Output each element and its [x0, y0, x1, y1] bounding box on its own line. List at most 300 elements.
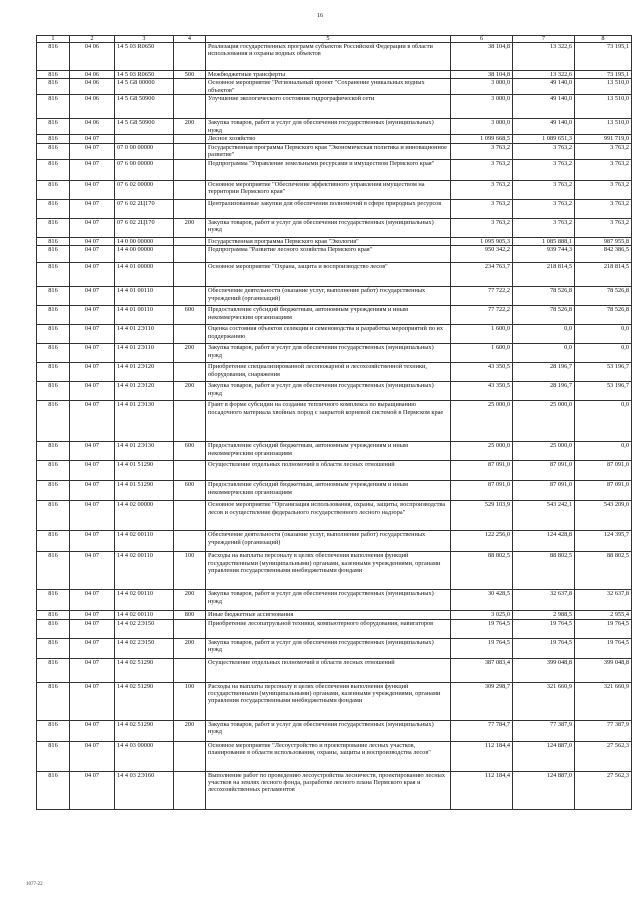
expense-type-cell	[174, 401, 206, 442]
admin-code-cell: 816	[37, 218, 70, 237]
target-article-cell: 14 0 00 00000	[115, 237, 174, 245]
target-article-cell: 14 5 G8 50900	[115, 119, 174, 135]
amount-year3-cell: 3 763,2	[575, 143, 632, 159]
column-header: 4	[174, 36, 206, 43]
amount-year3-cell: 3 763,2	[575, 159, 632, 180]
amount-year3-cell: 27 562,3	[575, 771, 632, 809]
admin-code-cell: 816	[37, 135, 70, 143]
expense-type-cell: 600	[174, 481, 206, 501]
amount-year1-cell: 3 763,2	[451, 199, 513, 218]
description-cell: Реализация государственных программ субъектов Российской Федерации в области использования и охраны водных объектов	[206, 43, 451, 71]
admin-code-cell: 816	[37, 43, 70, 71]
admin-code-cell: 816	[37, 344, 70, 363]
target-article-cell: 14 4 01 00110	[115, 306, 174, 325]
target-article-cell: 14 5 G8 00000	[115, 79, 174, 95]
admin-code-cell: 816	[37, 461, 70, 481]
target-article-cell: 14 5 03 R0650	[115, 71, 174, 79]
section-code-cell: 04 07	[70, 218, 115, 237]
description-cell: Расходы на выплаты персоналу в целях обеспечения выполнения функций государственными (муниципальными) органами, казенными учреждениями, органами управления государственными внебюджетными фондами	[206, 552, 451, 590]
section-code-cell: 04 06	[70, 119, 115, 135]
amount-year1-cell: 38 104,8	[451, 71, 513, 79]
table-row	[37, 325, 632, 344]
amount-year3-cell: 73 195,1	[575, 71, 632, 79]
amount-year2-cell: 3 763,2	[513, 159, 575, 180]
expense-type-cell	[174, 619, 206, 638]
amount-year3-cell: 13 510,0	[575, 95, 632, 119]
amount-year2-cell: 19 764,5	[513, 638, 575, 658]
description-cell: Иные бюджетные ассигнования	[206, 611, 451, 619]
target-article-cell: 07 6 02 00000	[115, 180, 174, 199]
admin-code-cell: 816	[37, 325, 70, 344]
amount-year1-cell: 77 722,2	[451, 306, 513, 325]
amount-year1-cell: 3 000,0	[451, 95, 513, 119]
admin-code-cell: 816	[37, 306, 70, 325]
amount-year3-cell: 19 764,5	[575, 638, 632, 658]
expense-type-cell: 200	[174, 638, 206, 658]
amount-year2-cell: 25 000,0	[513, 401, 575, 442]
table-row	[37, 590, 632, 611]
document-code: 1077-22	[26, 882, 43, 887]
expense-type-cell	[174, 43, 206, 71]
expense-type-cell: 200	[174, 720, 206, 741]
admin-code-cell: 816	[37, 619, 70, 638]
description-cell: Приобретение специализированной лесопожарной и лесохозяйственной техники, оборудования, снаряжения	[206, 363, 451, 382]
amount-year3-cell: 19 764,5	[575, 619, 632, 638]
table-row	[37, 95, 632, 119]
expense-type-cell: 500	[174, 71, 206, 79]
section-code-cell: 04 07	[70, 720, 115, 741]
amount-year3-cell: 88 802,5	[575, 552, 632, 590]
section-code-cell: 04 07	[70, 363, 115, 382]
amount-year2-cell: 1 089 651,3	[513, 135, 575, 143]
description-cell: Предоставление субсидий бюджетным, автономным учреждениям и иным некоммерческим организациям	[206, 442, 451, 461]
expense-type-cell	[174, 79, 206, 95]
amount-year3-cell: 27 562,3	[575, 741, 632, 771]
description-cell: Закупка товаров, работ и услуг для обеспечения государственных (муниципальных) нужд	[206, 638, 451, 658]
amount-year2-cell: 543 242,1	[513, 501, 575, 531]
amount-year1-cell: 122 256,0	[451, 531, 513, 552]
column-header: 1	[37, 36, 70, 43]
amount-year1-cell: 19 764,5	[451, 619, 513, 638]
section-code-cell: 04 07	[70, 619, 115, 638]
admin-code-cell: 816	[37, 79, 70, 95]
amount-year3-cell: 842 386,5	[575, 246, 632, 263]
amount-year2-cell: 321 660,9	[513, 682, 575, 720]
target-article-cell: 14 4 02 2Э150	[115, 619, 174, 638]
admin-code-cell: 816	[37, 552, 70, 590]
expense-type-cell	[174, 143, 206, 159]
amount-year2-cell: 124 428,8	[513, 531, 575, 552]
admin-code-cell: 816	[37, 658, 70, 682]
table-row	[37, 720, 632, 741]
admin-code-cell: 816	[37, 143, 70, 159]
description-cell: Закупка товаров, работ и услуг для обеспечения государственных (муниципальных) нужд	[206, 119, 451, 135]
target-article-cell: 14 4 02 2Э150	[115, 638, 174, 658]
expense-type-cell	[174, 246, 206, 263]
amount-year3-cell: 124 395,7	[575, 531, 632, 552]
expense-type-cell	[174, 135, 206, 143]
amount-year2-cell: 88 802,5	[513, 552, 575, 590]
expense-type-cell	[174, 159, 206, 180]
amount-year1-cell: 1 600,0	[451, 325, 513, 344]
admin-code-cell: 816	[37, 363, 70, 382]
description-cell: Лесное хозяйство	[206, 135, 451, 143]
table-row	[37, 71, 632, 79]
admin-code-cell: 816	[37, 71, 70, 79]
expense-type-cell	[174, 237, 206, 245]
budget-table	[36, 35, 632, 810]
admin-code-cell: 816	[37, 287, 70, 306]
amount-year3-cell: 78 526,8	[575, 287, 632, 306]
amount-year1-cell: 43 350,5	[451, 382, 513, 401]
target-article-cell: 14 4 03 2Э160	[115, 771, 174, 809]
expense-type-cell: 100	[174, 552, 206, 590]
target-article-cell: 14 4 01 2Э110	[115, 344, 174, 363]
expense-type-cell	[174, 95, 206, 119]
section-code-cell: 04 07	[70, 143, 115, 159]
description-cell: Основное мероприятие "Лесоустройство и проектирование лесных участков, планирование в области использования, охраны, защиты и воспроизводства лесов"	[206, 741, 451, 771]
table-row	[37, 218, 632, 237]
section-code-cell: 04 07	[70, 135, 115, 143]
column-header: 8	[575, 36, 632, 43]
expense-type-cell	[174, 180, 206, 199]
admin-code-cell: 816	[37, 119, 70, 135]
admin-code-cell: 816	[37, 442, 70, 461]
amount-year3-cell: 0,0	[575, 344, 632, 363]
amount-year1-cell: 1 099 668,5	[451, 135, 513, 143]
amount-year2-cell: 49 140,0	[513, 119, 575, 135]
section-code-cell: 04 07	[70, 501, 115, 531]
amount-year3-cell: 987 955,8	[575, 237, 632, 245]
table-row	[37, 741, 632, 771]
expense-type-cell	[174, 287, 206, 306]
admin-code-cell: 816	[37, 501, 70, 531]
section-code-cell: 04 06	[70, 71, 115, 79]
target-article-cell	[115, 135, 174, 143]
table-row	[37, 246, 632, 263]
amount-year3-cell: 991 719,0	[575, 135, 632, 143]
amount-year1-cell: 87 091,0	[451, 481, 513, 501]
admin-code-cell: 816	[37, 531, 70, 552]
amount-year1-cell: 25 000,0	[451, 442, 513, 461]
amount-year3-cell: 78 526,8	[575, 306, 632, 325]
amount-year3-cell: 0,0	[575, 401, 632, 442]
target-article-cell: 14 4 01 2Э130	[115, 442, 174, 461]
table-header-row	[37, 36, 632, 43]
amount-year3-cell: 87 091,0	[575, 481, 632, 501]
amount-year1-cell: 3 763,2	[451, 159, 513, 180]
section-code-cell: 04 07	[70, 306, 115, 325]
table-row	[37, 159, 632, 180]
table-row	[37, 180, 632, 199]
amount-year1-cell: 30 428,5	[451, 590, 513, 611]
description-cell: Грант в форме субсидии на создание тепличного комплекса по выращиванию посадочного материала хвойных пород с закрытой корневой системой в Пермском крае	[206, 401, 451, 442]
table-row	[37, 481, 632, 501]
table-row	[37, 638, 632, 658]
section-code-cell: 04 06	[70, 43, 115, 71]
section-code-cell: 04 07	[70, 658, 115, 682]
amount-year1-cell: 25 000,0	[451, 401, 513, 442]
amount-year2-cell: 87 091,0	[513, 461, 575, 481]
table-row	[37, 237, 632, 245]
description-cell: Улучшение экологического состояния гидрографической сети	[206, 95, 451, 119]
amount-year2-cell: 3 763,2	[513, 143, 575, 159]
amount-year1-cell: 43 350,5	[451, 363, 513, 382]
admin-code-cell: 816	[37, 382, 70, 401]
section-code-cell: 04 07	[70, 461, 115, 481]
expense-type-cell	[174, 501, 206, 531]
description-cell: Оценка состояния объектов селекции и семеноводства и разработка мероприятий по их поддержанию	[206, 325, 451, 344]
expense-type-cell: 600	[174, 442, 206, 461]
section-code-cell: 04 07	[70, 401, 115, 442]
section-code-cell: 04 07	[70, 287, 115, 306]
admin-code-cell: 816	[37, 611, 70, 619]
target-article-cell: 14 4 01 2Э110	[115, 325, 174, 344]
section-code-cell: 04 07	[70, 481, 115, 501]
amount-year2-cell: 124 887,0	[513, 741, 575, 771]
table-row	[37, 552, 632, 590]
description-cell: Централизованные закупки для обеспечения полномочий в сфере природных ресурсов	[206, 199, 451, 218]
admin-code-cell: 816	[37, 95, 70, 119]
column-header: 6	[451, 36, 513, 43]
expense-type-cell: 200	[174, 218, 206, 237]
amount-year2-cell: 78 526,8	[513, 287, 575, 306]
table-row	[37, 143, 632, 159]
table-row	[37, 531, 632, 552]
target-article-cell: 14 4 02 00110	[115, 590, 174, 611]
expense-type-cell	[174, 263, 206, 287]
section-code-cell: 04 07	[70, 180, 115, 199]
table-row	[37, 135, 632, 143]
column-header: 2	[70, 36, 115, 43]
table-row	[37, 119, 632, 135]
amount-year2-cell: 0,0	[513, 325, 575, 344]
amount-year1-cell: 77 722,2	[451, 287, 513, 306]
table-body	[37, 43, 632, 810]
description-cell: Закупка товаров, работ и услуг для обеспечения государственных (муниципальных) нужд	[206, 720, 451, 741]
target-article-cell: 14 4 02 51290	[115, 658, 174, 682]
table-row	[37, 501, 632, 531]
amount-year3-cell: 218 814,5	[575, 263, 632, 287]
section-code-cell: 04 07	[70, 638, 115, 658]
amount-year2-cell: 87 091,0	[513, 481, 575, 501]
amount-year1-cell: 19 764,5	[451, 638, 513, 658]
table-row	[37, 619, 632, 638]
amount-year1-cell: 529 103,9	[451, 501, 513, 531]
amount-year2-cell: 2 988,5	[513, 611, 575, 619]
amount-year3-cell: 2 955,4	[575, 611, 632, 619]
target-article-cell: 14 4 03 00000	[115, 741, 174, 771]
target-article-cell: 07 0 00 00000	[115, 143, 174, 159]
section-code-cell: 04 07	[70, 344, 115, 363]
amount-year3-cell: 0,0	[575, 442, 632, 461]
table-row	[37, 306, 632, 325]
admin-code-cell: 816	[37, 246, 70, 263]
section-code-cell: 04 06	[70, 95, 115, 119]
amount-year1-cell: 3 763,2	[451, 180, 513, 199]
amount-year3-cell: 3 763,2	[575, 218, 632, 237]
section-code-cell: 04 07	[70, 246, 115, 263]
amount-year1-cell: 77 784,7	[451, 720, 513, 741]
amount-year1-cell: 3 000,0	[451, 119, 513, 135]
target-article-cell: 14 4 01 2Э120	[115, 382, 174, 401]
expense-type-cell	[174, 658, 206, 682]
table-row	[37, 401, 632, 442]
amount-year2-cell: 3 763,2	[513, 199, 575, 218]
expense-type-cell: 200	[174, 119, 206, 135]
admin-code-cell: 816	[37, 263, 70, 287]
amount-year1-cell: 3 763,2	[451, 143, 513, 159]
amount-year3-cell: 321 660,9	[575, 682, 632, 720]
amount-year1-cell: 309 298,7	[451, 682, 513, 720]
table-row	[37, 287, 632, 306]
description-cell: Межбюджетные трансферты	[206, 71, 451, 79]
admin-code-cell: 816	[37, 199, 70, 218]
table-row	[37, 461, 632, 481]
amount-year3-cell: 32 637,8	[575, 590, 632, 611]
description-cell: Основное мероприятие "Охрана, защита и воспроизводство лесов"	[206, 263, 451, 287]
table-row	[37, 382, 632, 401]
amount-year2-cell: 124 887,0	[513, 771, 575, 809]
description-cell: Закупка товаров, работ и услуг для обеспечения государственных (муниципальных) нужд	[206, 382, 451, 401]
amount-year2-cell: 49 140,0	[513, 79, 575, 95]
amount-year2-cell: 49 140,0	[513, 95, 575, 119]
amount-year1-cell: 3 025,0	[451, 611, 513, 619]
amount-year3-cell: 0,0	[575, 325, 632, 344]
target-article-cell: 14 4 02 51290	[115, 682, 174, 720]
amount-year1-cell: 3 763,2	[451, 218, 513, 237]
description-cell: Осуществление отдельных полномочий в области лесных отношений	[206, 658, 451, 682]
amount-year2-cell: 399 048,8	[513, 658, 575, 682]
table-row	[37, 43, 632, 71]
column-header: 3	[115, 36, 174, 43]
amount-year2-cell: 78 526,8	[513, 306, 575, 325]
table-row	[37, 344, 632, 363]
amount-year2-cell: 3 763,2	[513, 218, 575, 237]
expense-type-cell: 200	[174, 382, 206, 401]
table-row	[37, 199, 632, 218]
description-cell: Закупка товаров, работ и услуг для обеспечения государственных (муниципальных) нужд	[206, 590, 451, 611]
admin-code-cell: 816	[37, 590, 70, 611]
column-header: 5	[206, 36, 451, 43]
description-cell: Подпрограмма "Управление земельными ресурсами и имуществом Пермского края"	[206, 159, 451, 180]
amount-year2-cell: 1 085 888,1	[513, 237, 575, 245]
amount-year2-cell: 32 637,8	[513, 590, 575, 611]
table-row	[37, 442, 632, 461]
section-code-cell: 04 07	[70, 682, 115, 720]
section-code-cell: 04 07	[70, 263, 115, 287]
description-cell: Расходы на выплаты персоналу в целях обеспечения выполнения функций государственными (муниципальными) органами, казенными учреждениями, органами управления государственными внебюджетными фондами	[206, 682, 451, 720]
table-row	[37, 263, 632, 287]
amount-year3-cell: 73 195,1	[575, 43, 632, 71]
amount-year3-cell: 87 091,0	[575, 461, 632, 481]
admin-code-cell: 816	[37, 237, 70, 245]
target-article-cell: 14 4 02 51290	[115, 720, 174, 741]
target-article-cell: 07 6 02 2Ц170	[115, 218, 174, 237]
expense-type-cell	[174, 741, 206, 771]
target-article-cell: 14 4 01 00110	[115, 287, 174, 306]
target-article-cell: 14 4 01 51290	[115, 461, 174, 481]
target-article-cell: 14 4 01 51290	[115, 481, 174, 501]
amount-year2-cell: 28 196,7	[513, 363, 575, 382]
amount-year2-cell: 218 814,5	[513, 263, 575, 287]
target-article-cell: 14 4 02 00110	[115, 611, 174, 619]
amount-year2-cell: 939 744,3	[513, 246, 575, 263]
description-cell: Приобретение лесопатрульной техники, компьютерного оборудования, навигаторов	[206, 619, 451, 638]
admin-code-cell: 816	[37, 682, 70, 720]
admin-code-cell: 816	[37, 401, 70, 442]
amount-year2-cell: 25 000,0	[513, 442, 575, 461]
amount-year1-cell: 1 095 905,3	[451, 237, 513, 245]
target-article-cell: 14 4 02 00110	[115, 552, 174, 590]
amount-year3-cell: 13 510,0	[575, 79, 632, 95]
section-code-cell: 04 07	[70, 531, 115, 552]
amount-year1-cell: 112 184,4	[451, 741, 513, 771]
amount-year3-cell: 53 196,7	[575, 382, 632, 401]
section-code-cell: 04 06	[70, 79, 115, 95]
expense-type-cell: 600	[174, 306, 206, 325]
table-row	[37, 658, 632, 682]
description-cell: Государственная программа Пермского края "Экономическая политика и инновационное развитие"	[206, 143, 451, 159]
target-article-cell: 14 4 02 00110	[115, 531, 174, 552]
amount-year3-cell: 3 763,2	[575, 180, 632, 199]
amount-year2-cell: 0,0	[513, 344, 575, 363]
section-code-cell: 04 07	[70, 159, 115, 180]
section-code-cell: 04 07	[70, 382, 115, 401]
description-cell: Осуществление отдельных полномочий в области лесных отношений	[206, 461, 451, 481]
description-cell: Основное мероприятие "Организация использования, охраны, защиты, воспроизводства лесов и осуществление федерального государственного лесного надзора"	[206, 501, 451, 531]
admin-code-cell: 816	[37, 159, 70, 180]
expense-type-cell	[174, 199, 206, 218]
section-code-cell: 04 07	[70, 442, 115, 461]
table-row	[37, 771, 632, 809]
amount-year3-cell: 399 048,8	[575, 658, 632, 682]
description-cell: Подпрограмма "Развитие лесного хозяйства Пермского края"	[206, 246, 451, 263]
description-cell: Закупка товаров, работ и услуг для обеспечения государственных (муниципальных) нужд	[206, 344, 451, 363]
admin-code-cell: 816	[37, 638, 70, 658]
description-cell: Закупка товаров, работ и услуг для обеспечения государственных (муниципальных) нужд	[206, 218, 451, 237]
description-cell: Предоставление субсидий бюджетным, автономным учреждениям и иным некоммерческим организациям	[206, 481, 451, 501]
description-cell: Основное мероприятие "Региональный проект "Сохранение уникальных водных объектов"	[206, 79, 451, 95]
description-cell: Выполнение работ по проведению лесоустройства лесничеств, проектированию лесных участков на землях лесного фонда, разработке лесного плана Пермского края и лесохозяйственных регламентов	[206, 771, 451, 809]
amount-year3-cell: 3 763,2	[575, 199, 632, 218]
amount-year1-cell: 234 763,7	[451, 263, 513, 287]
admin-code-cell: 816	[37, 771, 70, 809]
expense-type-cell	[174, 771, 206, 809]
admin-code-cell: 816	[37, 741, 70, 771]
admin-code-cell: 816	[37, 720, 70, 741]
section-code-cell: 04 07	[70, 611, 115, 619]
amount-year1-cell: 88 802,5	[451, 552, 513, 590]
expense-type-cell	[174, 461, 206, 481]
expense-type-cell	[174, 325, 206, 344]
amount-year2-cell: 13 322,6	[513, 43, 575, 71]
table-row	[37, 682, 632, 720]
expense-type-cell: 800	[174, 611, 206, 619]
page-number: 16	[317, 13, 323, 19]
target-article-cell: 14 5 03 R0650	[115, 43, 174, 71]
amount-year3-cell: 77 387,9	[575, 720, 632, 741]
amount-year2-cell: 13 322,6	[513, 71, 575, 79]
amount-year1-cell: 87 091,0	[451, 461, 513, 481]
target-article-cell: 14 4 02 00000	[115, 501, 174, 531]
description-cell: Обеспечение деятельности (оказание услуг, выполнение работ) государственных учреждений (организаций)	[206, 531, 451, 552]
section-code-cell: 04 07	[70, 237, 115, 245]
table-row	[37, 79, 632, 95]
expense-type-cell: 200	[174, 590, 206, 611]
amount-year2-cell: 77 387,9	[513, 720, 575, 741]
description-cell: Предоставление субсидий бюджетным, автономным учреждениям и иным некоммерческим организациям	[206, 306, 451, 325]
